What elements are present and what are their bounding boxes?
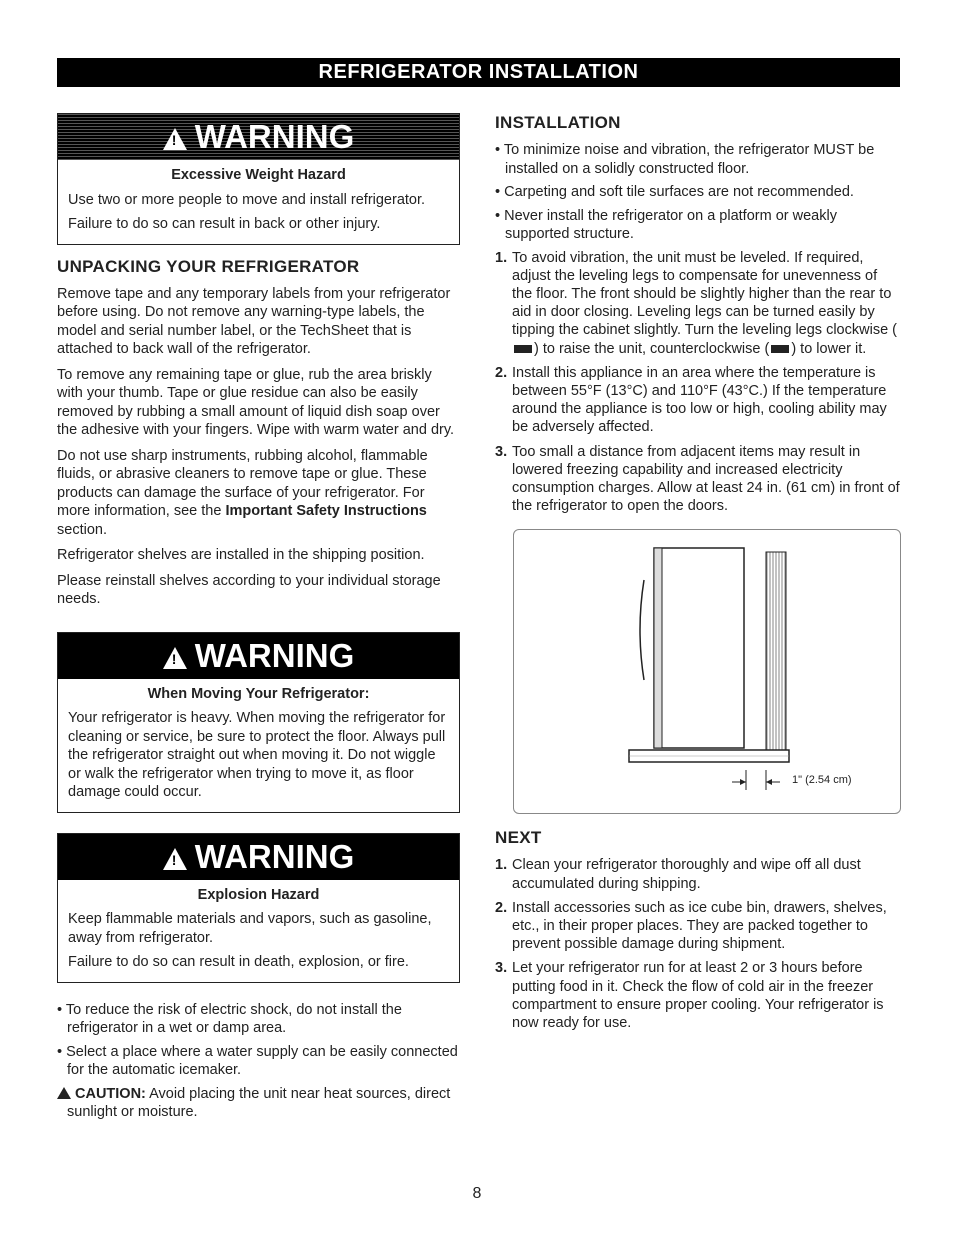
clearance-diagram xyxy=(513,529,901,814)
step-text: Clean your refrigerator thoroughly and wipe off all dust accumulated during shipping. xyxy=(512,857,861,892)
step-text: Let your refrigerator run for at least 2 or 3 hours before putting food in it. Check the flow of cold air in the freezer compartment to ensure proper cooling. Your refrigerator is now ready for use. xyxy=(512,960,884,1031)
unpacking-paragraph: Remove tape and any temporary labels from your refrigerator before using. Do not remove any warning-type labels, the model and serial number label, or the TechSheet that is attached to back wall of the refrigerator. xyxy=(57,285,451,357)
warning-triangle-icon xyxy=(163,647,187,669)
bullet-text: Carpeting and soft tile surfaces are not recommended. xyxy=(504,184,854,200)
next-step-1 xyxy=(495,856,900,892)
bullet-item: • To reduce the risk of electric shock, do not install the refrigerator in a wet or damp area. xyxy=(57,1001,402,1036)
next-step-2 xyxy=(495,899,900,954)
bullet-item: • Select a place where a water supply can be easily connected for the automatic icemaker. xyxy=(57,1043,458,1078)
warning-box-moving xyxy=(57,632,460,813)
bullet-item: • Never install the refrigerator on a platform or weakly supported structure. xyxy=(495,207,837,242)
warning-label: WARNING xyxy=(194,118,355,155)
step-number: 2. xyxy=(495,364,508,381)
warning-triangle-icon xyxy=(163,848,187,870)
warning-body xyxy=(58,679,459,812)
unpacking-paragraph: To remove any remaining tape or glue, rub the area briskly with your thumb. Tape or glue residue can also be easily removed by rubbing a small amount of liquid dish soap over the adhesive with your fingers. Wipe with warm water and dry. xyxy=(57,366,455,438)
install-step-3 xyxy=(495,443,900,516)
unpacking-heading: UNPACKING YOUR REFRIGERATOR xyxy=(57,256,360,276)
warning-body xyxy=(58,880,459,982)
unpacking-paragraph: Refrigerator shelves are installed in the shipping position. xyxy=(57,547,425,563)
installation-heading: INSTALLATION xyxy=(495,113,621,132)
step-number: 2. xyxy=(495,899,508,916)
install-step-1 xyxy=(495,249,900,358)
warning-triangle-icon xyxy=(163,128,187,150)
caution-text: Avoid placing the unit near heat sources, direct sunlight or moisture. xyxy=(67,1085,451,1120)
unpacking-paragraph xyxy=(57,447,460,540)
left-column xyxy=(57,113,460,1127)
safety-instructions-ref: Important Safety Instructions xyxy=(225,503,427,519)
step-text: To avoid vibration, the unit must be leveled. If required, adjust the leveling legs to compensate for unevenness of the floor. The front should be slightly higher than the rear to aid in door closing. Leveling legs can be turned easily by tipping the cabinet slightly. Turn the leveling legs clockwise ( xyxy=(512,249,897,339)
warning-line: Use two or more people to move and install refrigerator. xyxy=(68,191,426,208)
step-text: Too small a distance from adjacent items may result in lowered freezing capability and increased electricity consumption charges. Allow at least 24 in. (61 cm) in front of the refrigerator to open the doors. xyxy=(512,443,900,515)
unpacking-paragraph: Please reinstall shelves according to your individual storage needs. xyxy=(57,572,441,607)
warning-header xyxy=(58,114,459,160)
warning-line: Failure to do so can result in death, explosion, or fire. xyxy=(68,954,409,970)
bullet-text: Select a place where a water supply can be easily connected for the automatic icemaker. xyxy=(66,1043,458,1078)
clearance-label: 1" (2.54 cm) xyxy=(792,774,852,787)
caution-label: CAUTION: xyxy=(75,1085,146,1102)
clockwise-arrow-icon xyxy=(514,345,532,353)
bullet-text: To minimize noise and vibration, the refrigerator MUST be installed on a solidly constructed floor. xyxy=(503,142,875,177)
warning-subtitle: When Moving Your Refrigerator: xyxy=(147,685,370,702)
warning-body xyxy=(58,160,459,244)
bullet-text: Never install the refrigerator on a platform or weakly supported structure. xyxy=(504,207,837,242)
warning-line: Keep flammable materials and vapors, such as gasoline, away from refrigerator. xyxy=(68,911,432,946)
bullet-text: To reduce the risk of electric shock, do not install the refrigerator in a wet or damp area. xyxy=(65,1001,402,1036)
install-step-2 xyxy=(495,364,900,437)
caution-triangle-icon xyxy=(57,1087,71,1099)
caution-note xyxy=(57,1085,460,1122)
right-column xyxy=(495,113,900,1038)
warning-subtitle: Excessive Weight Hazard xyxy=(171,167,346,183)
step-text: ) to raise the unit, counterclockwise ( xyxy=(534,340,770,357)
warning-header xyxy=(58,633,459,679)
bullet-item: • Carpeting and soft tile surfaces are not recommended. xyxy=(495,184,854,200)
warning-line: Your refrigerator is heavy. When moving the refrigerator for cleaning or service, be sure to protect the floor. Always pull the refrigerator straight out when moving it. Do not wiggle or walk the refrigerator when trying to move it, as floor damage could occur. xyxy=(68,710,446,800)
warning-box-weight xyxy=(57,113,460,245)
bullet-item: • To minimize noise and vibration, the refrigerator MUST be installed on a solidly constructed floor. xyxy=(495,142,875,177)
warning-line: Failure to do so can result in back or other injury. xyxy=(68,216,381,232)
step-number: 1. xyxy=(495,249,508,266)
next-step-3 xyxy=(495,959,900,1032)
warning-label: WARNING xyxy=(194,837,355,875)
step-text: ) to lower it. xyxy=(791,340,867,357)
section-title-bar: REFRIGERATOR INSTALLATION xyxy=(57,58,900,87)
text-span: Do not use sharp instruments, rubbing alcohol, flammable fluids, or abrasive cleaners to remove tape or glue. These products can damage the surface of your refrigerator. For more information, see the xyxy=(57,447,428,519)
step-text: Install this appliance in an area where the temperature is between 55°F (13°C) and 110°F (43°C.) If the temperature around the appliance is too low or high, cooling ability may be adversely affected. xyxy=(512,364,887,436)
warning-box-explosion xyxy=(57,833,460,983)
step-number: 1. xyxy=(495,857,508,874)
counterclockwise-arrow-icon xyxy=(771,345,789,353)
page-number: 8 xyxy=(472,1185,482,1202)
step-number: 3. xyxy=(495,960,508,977)
warning-label: WARNING xyxy=(194,636,355,674)
next-heading: NEXT xyxy=(495,828,542,848)
text-span: section. xyxy=(57,521,107,538)
refrigerator-clearance-illustration xyxy=(514,530,900,813)
warning-header xyxy=(58,834,459,880)
step-text: Install accessories such as ice cube bin, drawers, shelves, etc., in their proper places. They are packed together to prevent possible damage during shipment. xyxy=(512,899,887,953)
warning-subtitle: Explosion Hazard xyxy=(197,886,320,903)
step-number: 3. xyxy=(495,443,508,460)
